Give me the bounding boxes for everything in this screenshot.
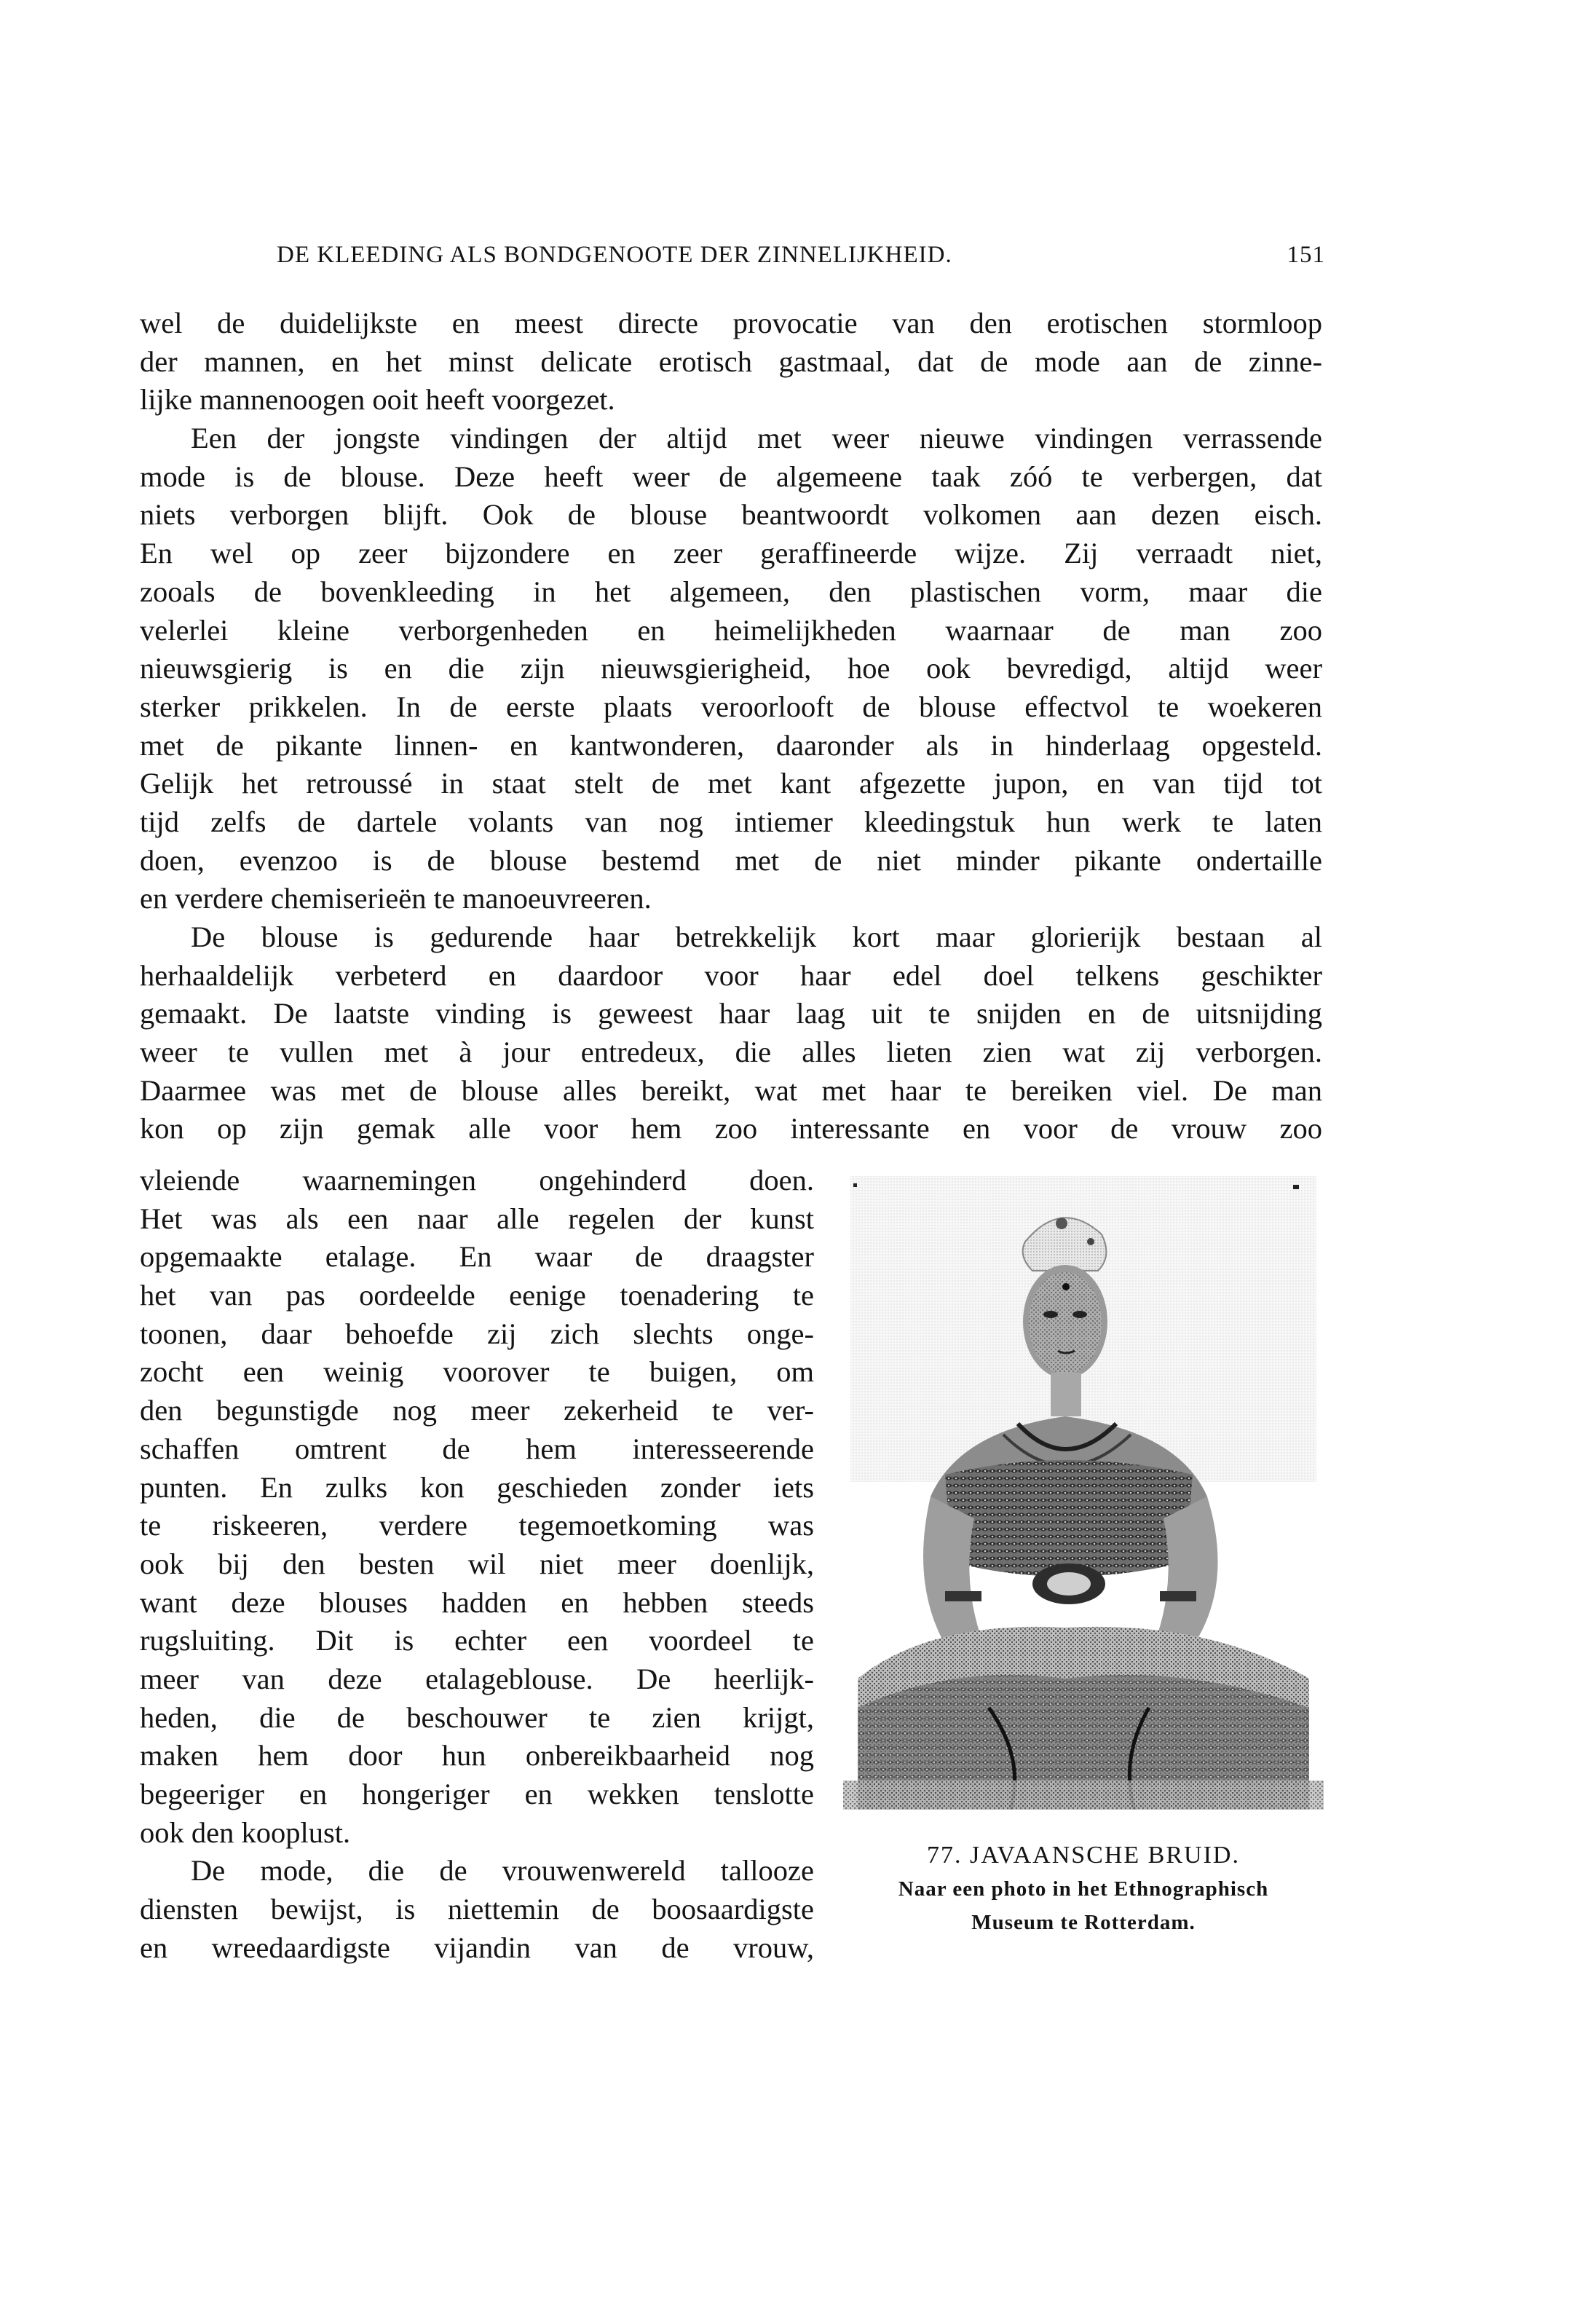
text-line: den begunstigde nog meer zekerheid te ver- (140, 1394, 814, 1427)
text-line: zocht een weinig voorover te buigen, om (140, 1355, 814, 1389)
text-line: nieuwsgierig is en die zijn nieuwsgierigheid, hoe ook bevredigd, altijd weer (140, 652, 1322, 685)
text-line: wel de duidelijkste en meest directe provocatie van den erotischen stormloop (140, 307, 1322, 339)
text-line: Een der jongste vindingen der altijd met weer nieuwe vindingen verrassende (191, 422, 1322, 455)
text-line: lijke mannenoogen ooit heeft voorgezet. (140, 383, 615, 417)
figure-caption (843, 1839, 1324, 1939)
text-line: De mode, die de vrouwenwereld tallooze (191, 1854, 814, 1888)
body-text-column (140, 1162, 814, 1967)
text-line: rugsluiting. Dit is echter een voordeel te (140, 1624, 814, 1657)
body-text-full-width (140, 304, 1322, 1148)
text-line: vleiende waarnemingen ongehinderd doen. (140, 1164, 814, 1196)
text-line: mode is de blouse. Deze heeft weer de algemeene taak zóó te verbergen, dat (140, 460, 1322, 493)
text-line: velerlei kleine verborgenheden en heimelijkheden waarnaar de man zoo (140, 613, 1322, 647)
page-number: 151 (1287, 242, 1325, 268)
text-line: het van pas oordeelde eenige toenadering te (140, 1279, 814, 1312)
text-line: ook den kooplust. (140, 1815, 351, 1849)
text-line: opgemaakte etalage. En waar de draagster (140, 1240, 814, 1274)
text-line: punten. En zulks kon geschieden zonder iets (140, 1470, 814, 1504)
text-line: doen, evenzoo is de blouse bestemd met de niet minder pikante ondertaille (140, 843, 1322, 877)
text-line: maken hem door hun onbereikbaarheid nog (140, 1739, 814, 1772)
text-line: Gelijk het retroussé in staat stelt de met kant afgezette jupon, en van tijd tot (140, 767, 1322, 800)
running-head (277, 242, 1325, 274)
text-line: herhaaldelijk verbeterd en daardoor voor haar edel doel telkens geschikter (140, 958, 1322, 992)
text-line: diensten bewijst, is niettemin de boosaardigste (140, 1893, 814, 1926)
text-line: te riskeeren, verdere tegemoetkoming was (140, 1509, 814, 1542)
text-line: begeeriger en hongeriger en wekken tenslotte (140, 1778, 814, 1810)
text-line: tijd zelfs de dartele volants van nog intiemer kleedingstuk hun werk te laten (140, 805, 1322, 838)
caption-source-line-1: Naar een photo in het Ethnographisch (898, 1877, 1269, 1901)
chapter-title: DE KLEEDING ALS BONDGENOOTE DER ZINNELIJKHEID. (277, 242, 952, 268)
text-line: ook bij den besten wil niet meer doenlijk, (140, 1547, 814, 1580)
text-line: gemaakt. De laatste vinding is geweest haar laag uit te snijden en de uitsnijding (140, 997, 1322, 1030)
text-line: Daarmee was met de blouse alles bereikt, wat met haar te bereiken viel. De man (140, 1073, 1322, 1107)
photo-javanese-bride (843, 1154, 1324, 1810)
text-line: weer te vullen met à jour entredeux, die alles lieten zien wat zij verborgen. (140, 1036, 1322, 1069)
text-line: want deze blouses hadden en hebben steeds (140, 1585, 814, 1619)
text-line: schaffen omtrent de hem interesseerende (140, 1432, 814, 1465)
text-line: kon op zijn gemak alle voor hem zoo interessante en voor de vrouw zoo (140, 1112, 1322, 1145)
text-line: en verdere chemiserieën te manoeuvreeren. (140, 882, 652, 915)
text-line: der mannen, en het minst delicate erotisch gastmaal, dat de mode aan de zinne- (140, 344, 1322, 378)
caption-source-line-2: Museum te Rotterdam. (971, 1911, 1196, 1934)
text-line: En wel op zeer bijzondere en zeer geraffineerde wijze. Zij verraadt niet, (140, 537, 1322, 570)
text-line: niets verborgen blijft. Ook de blouse beantwoordt volkomen aan dezen eisch. (140, 498, 1322, 532)
text-line: De blouse is gedurende haar betrekkelijk kort maar glorierijk bestaan al (191, 920, 1322, 953)
text-line: sterker prikkelen. In de eerste plaats veroorlooft de blouse effectvol te woekeren (140, 690, 1322, 723)
text-line: meer van deze etalageblouse. De heerlijk- (140, 1662, 814, 1695)
text-line: heden, die de beschouwer te zien krijgt, (140, 1700, 814, 1734)
text-line: met de pikante linnen- en kantwonderen, daaronder als in hinderlaag opgesteld. (140, 728, 1322, 762)
caption-title: 77. JAVAANSCHE BRUID. (927, 1842, 1240, 1869)
text-line: zooals de bovenkleeding in het algemeen, den plastischen vorm, maar die (140, 575, 1322, 608)
text-line: Het was als een naar alle regelen der kunst (140, 1202, 814, 1235)
text-line: en wreedaardigste vijandin van de vrouw, (140, 1931, 814, 1964)
text-line: toonen, daar behoefde zij zich slechts onge- (140, 1317, 814, 1350)
